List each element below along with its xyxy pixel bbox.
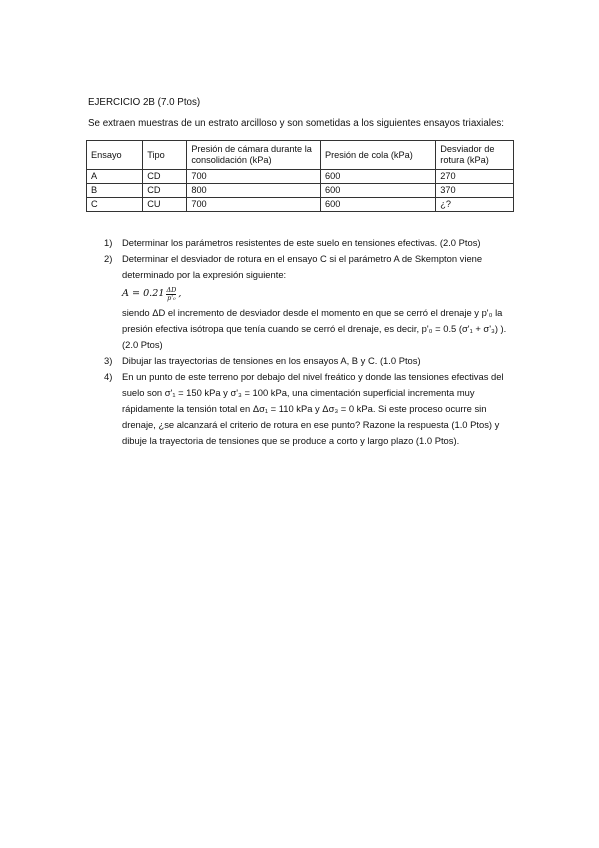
intro-text: Se extraen muestras de un estrato arcilloso y son sometidas a los siguientes ensayos triaxiales: <box>88 118 505 129</box>
item-continuation: siendo ΔD el incremento de desviador desde el momento en que se cerró el drenaje y p'₀ la presión efectiva isótropa que tenía cuando se cerró el drenaje, es decir, p'₀ = 0.5 (σ'₁ + σ'₃) ). (2.0 Ptos) <box>122 307 507 350</box>
item-text: Determinar los parámetros resistentes de este suelo en tensiones efectivas. (2.0 Ptos) <box>122 237 481 248</box>
list-item <box>104 251 514 353</box>
list-item <box>104 353 514 369</box>
table-cell: 600 <box>320 170 435 184</box>
formula-tail: , <box>178 288 182 299</box>
table-header: Desviador de rotura (kPa) <box>436 141 514 170</box>
skempton-formula <box>122 283 514 305</box>
formula-lhs: A = 0.21 <box>122 288 165 299</box>
table-cell: B <box>87 184 143 198</box>
table-header: Presión de cola (kPa) <box>320 141 435 170</box>
question-list <box>104 235 514 449</box>
table-row <box>87 170 514 184</box>
table-header: Ensayo <box>87 141 143 170</box>
list-item <box>104 235 514 251</box>
table-header: Tipo <box>143 141 187 170</box>
table-header-row <box>87 141 514 170</box>
item-text: Dibujar las trayectorias de tensiones en los ensayos A, B y C. (1.0 Ptos) <box>122 355 421 366</box>
table-cell: CD <box>143 184 187 198</box>
formula-denominator: p'₀ <box>167 293 176 302</box>
table-row <box>87 184 514 198</box>
table-cell: 600 <box>320 198 435 212</box>
table-cell: C <box>87 198 143 212</box>
table-cell: ¿? <box>436 198 514 212</box>
table-cell: 270 <box>436 170 514 184</box>
formula-fraction <box>166 287 176 302</box>
table-cell: 700 <box>187 170 321 184</box>
item-number: 4) <box>104 371 113 382</box>
exercise-title: EJERCICIO 2B (7.0 Ptos) <box>88 97 201 108</box>
table-cell: CD <box>143 170 187 184</box>
table-cell: 600 <box>320 184 435 198</box>
table-cell: 800 <box>187 184 321 198</box>
triaxial-table <box>86 140 514 212</box>
table-cell: 700 <box>187 198 321 212</box>
list-item <box>104 369 514 449</box>
item-number: 2) <box>104 253 113 264</box>
table-cell: A <box>87 170 143 184</box>
item-number: 1) <box>104 237 113 248</box>
item-number: 3) <box>104 355 113 366</box>
item-text: En un punto de este terreno por debajo del nivel freático y donde las tensiones efectivas del suelo son σ'₁ = 150 kPa y σ'₃ = 100 kPa, una cimentación superficial incrementa muy rápidamente la tensión total en Δσ₁ = 110 kPa y Δσ₃ = 0 kPa. Si este proceso ocurre sin drenaje, ¿se alcanzará el criterio de rotura en ese punto? Razone la respuesta (1.0 Ptos) y dibuje la trayectoria de tensiones que se produce a corto y largo plazo (1.0 Ptos). <box>122 371 504 446</box>
table-cell: 370 <box>436 184 514 198</box>
formula-numerator: ΔD <box>166 285 177 294</box>
table-header: Presión de cámara durante la consolidación (kPa) <box>187 141 321 170</box>
table-cell: CU <box>143 198 187 212</box>
item-text: Determinar el desviador de rotura en el ensayo C si el parámetro A de Skempton viene determinado por la expresión siguiente: <box>122 253 483 280</box>
table-row <box>87 198 514 212</box>
